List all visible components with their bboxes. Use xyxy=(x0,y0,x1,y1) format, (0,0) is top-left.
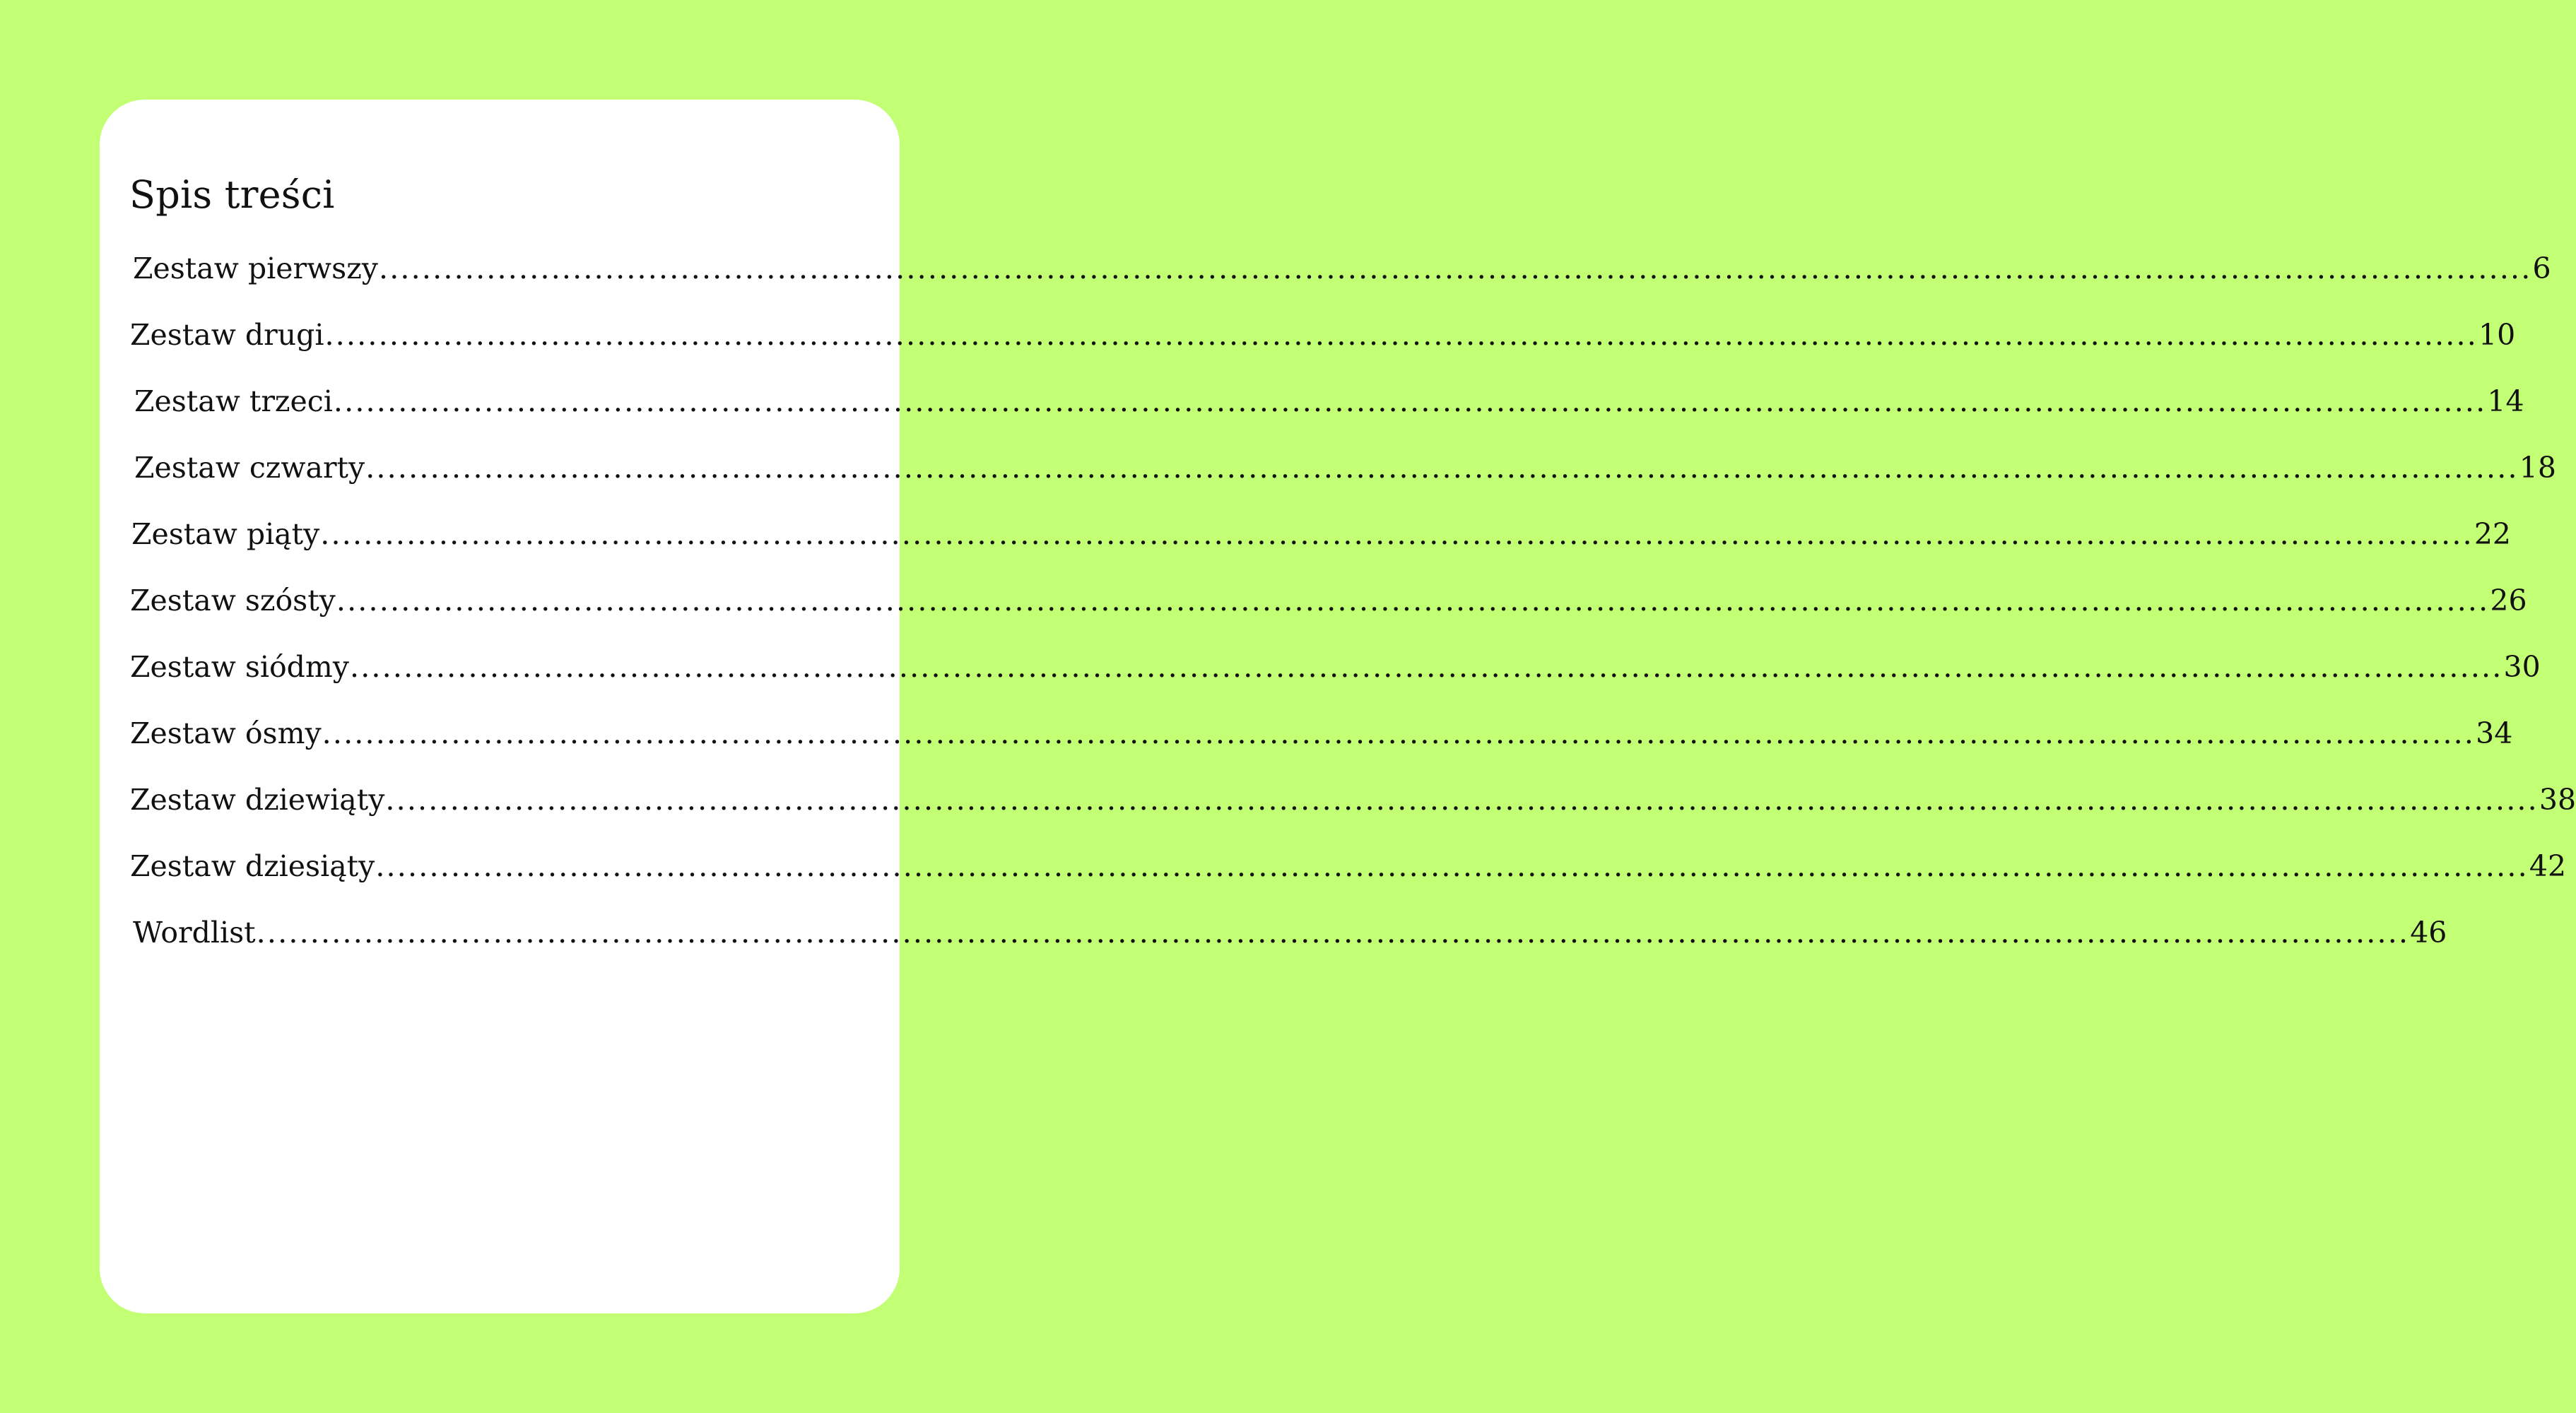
toc-entry-page: 30 xyxy=(2503,650,2541,684)
toc-entry-label: Wordlist xyxy=(133,916,256,950)
toc-entry-page: 46 xyxy=(2410,916,2447,950)
toc-entry[interactable] xyxy=(130,712,2513,755)
toc-entry-page: 34 xyxy=(2476,716,2513,750)
toc-entry-label: Zestaw drugi xyxy=(130,318,324,352)
toc-entry-label: Zestaw pierwszy xyxy=(133,252,378,285)
toc-entry-label: Zestaw dziewiąty xyxy=(130,783,385,817)
toc-entry[interactable] xyxy=(130,646,2541,688)
toc-leader-dots: ........................................................................................................................................................................................................ xyxy=(375,849,2529,883)
toc-leader-dots: ........................................................................................................................................................................................................ xyxy=(320,517,2474,551)
toc-entry[interactable] xyxy=(130,314,2516,356)
toc-entry-page: 26 xyxy=(2490,584,2527,617)
toc-entry-page: 10 xyxy=(2478,318,2516,352)
toc-entry-label: Zestaw dziesiąty xyxy=(130,849,375,883)
toc-leader-dots: ........................................................................................................................................................................................................ xyxy=(336,584,2490,617)
toc-entry-label: Zestaw ósmy xyxy=(130,716,322,750)
toc-entry-page: 14 xyxy=(2487,384,2524,418)
toc-entry-page: 22 xyxy=(2474,517,2511,551)
toc-entry-label: Zestaw piąty xyxy=(131,517,320,551)
toc-entry[interactable] xyxy=(133,247,2551,290)
toc-leader-dots: ........................................................................................................................................................................................................ xyxy=(378,252,2532,285)
toc-entry-page: 38 xyxy=(2539,783,2576,817)
toc-leader-dots: ........................................................................................................................................................................................................ xyxy=(256,916,2410,950)
toc-entry[interactable] xyxy=(130,779,2576,821)
toc-entry-label: Zestaw siódmy xyxy=(130,650,349,684)
toc-leader-dots: ........................................................................................................................................................................................................ xyxy=(333,384,2487,418)
toc-entry-label: Zestaw szósty xyxy=(130,584,336,617)
toc-entry[interactable] xyxy=(130,845,2567,887)
toc-entry-page: 18 xyxy=(2519,451,2556,485)
toc-entry-page: 6 xyxy=(2532,252,2551,285)
toc-entry-label: Zestaw czwarty xyxy=(134,451,365,485)
toc-entry-label: Zestaw trzeci xyxy=(134,384,333,418)
toc-leader-dots: ........................................................................................................................................................................................................ xyxy=(322,716,2476,750)
page-title: Spis treści xyxy=(129,172,335,217)
toc-leader-dots: ........................................................................................................................................................................................................ xyxy=(365,451,2519,485)
content-card xyxy=(100,100,2576,1313)
toc-leader-dots: ........................................................................................................................................................................................................ xyxy=(324,318,2478,352)
toc-entry[interactable] xyxy=(134,380,2524,422)
toc-entry[interactable] xyxy=(130,579,2527,622)
toc-leader-dots: ........................................................................................................................................................................................................ xyxy=(349,650,2503,684)
toc-entry[interactable] xyxy=(131,513,2511,555)
toc-entry-page: 42 xyxy=(2529,849,2567,883)
toc-leader-dots: ........................................................................................................................................................................................................ xyxy=(385,783,2539,817)
toc-entry[interactable] xyxy=(134,447,2556,489)
toc-entry[interactable] xyxy=(133,911,2447,954)
